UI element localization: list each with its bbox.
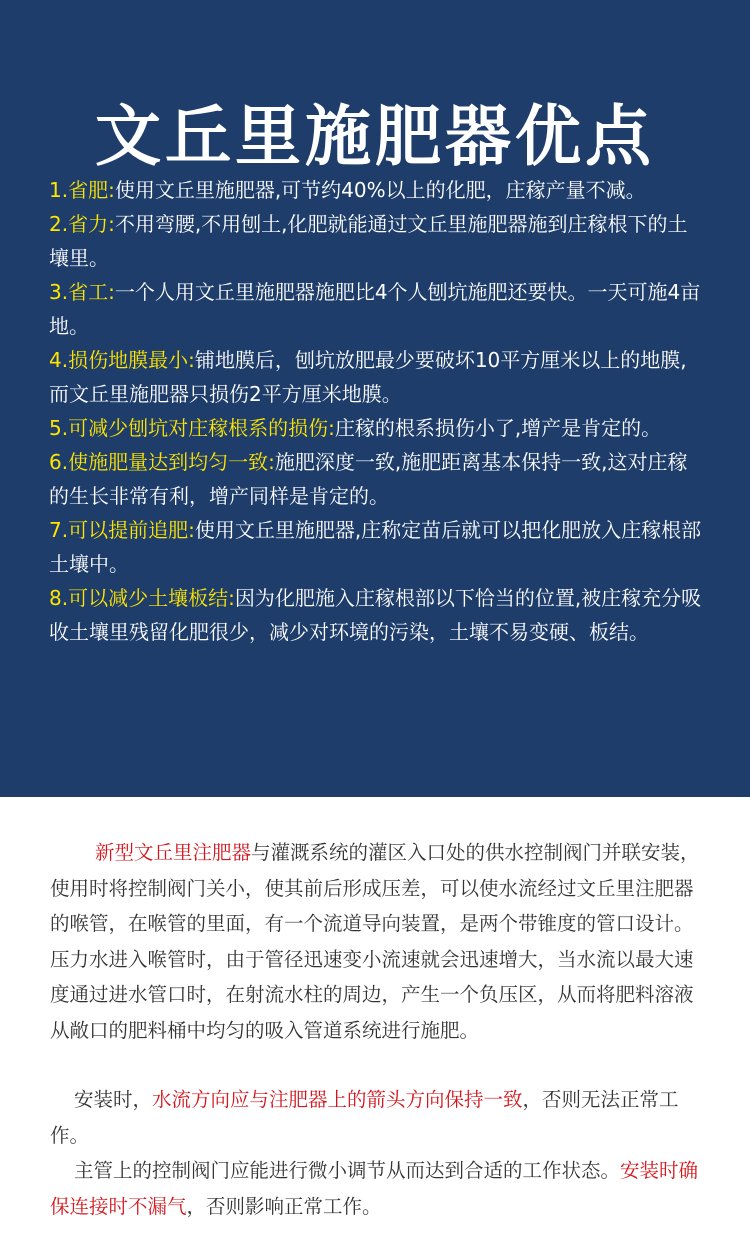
- advantage-item-3: [49, 275, 705, 343]
- description-paragraph-installation: [50, 1082, 710, 1153]
- advantage-text: 使用文丘里施肥器,庄称定苗后就可以把化肥放入庄稼根部土壤中。: [49, 518, 702, 576]
- advantage-text: 施肥深度一致,施肥距离基本保持一致,这对庄稼的生长非常有利，增产同样是肯定的。: [49, 450, 688, 508]
- advantage-label: 6.使施肥量达到均匀一致:: [49, 450, 275, 474]
- description-paragraph-valve: [50, 1153, 710, 1224]
- advantages-list: [49, 173, 705, 649]
- paragraph-text: 与灌溉系统的灌区入口处的供水控制阀门并联安装，使用时将控制阀门关小，使其前后形成压差，可以使水流经过文丘里注肥器的喉管，在喉管的里面，有一个流道导向装置，是两个带锥度的管口设计。压力水进入喉管时，由于管径迅速变小流速就会迅速增大，当水流以最大速度通过进水管口时，在射流水柱的周边，产生一个负压区，从而将肥料溶液从敞口的肥料桶中均匀的吸入管道系统进行施肥。: [50, 841, 700, 1042]
- advantage-item-7: [49, 513, 705, 581]
- advantage-item-1: [49, 173, 705, 207]
- advantage-label: 5.可减少刨坑对庄稼根系的损伤:: [49, 416, 335, 440]
- advantage-label: 2.省力:: [49, 212, 115, 236]
- paragraph-text: 主管上的控制阀门应能进行微小调节从而达到合适的工作状态。: [74, 1159, 621, 1182]
- advantage-text: 因为化肥施入庄稼根部以下恰当的位置,被庄稼充分吸收土壤里残留化肥很少，减少对环境的污染，土壤不易变硬、板结。: [49, 586, 702, 644]
- advantage-text: 使用文丘里施肥器,可节约40%以上的化肥，庄稼产量不减。: [114, 178, 646, 202]
- advantage-item-2: [49, 207, 705, 275]
- paragraph-suffix: ，否则影响正常工作。: [186, 1194, 382, 1218]
- paragraph-suffix: ，否则无法正常工作。: [50, 1088, 679, 1147]
- advantage-item-5: [49, 411, 705, 445]
- advantage-label: 8.可以减少土壤板结:: [49, 586, 235, 610]
- flow-direction-highlight: 水流方向应与注肥器上的箭头方向保持一致: [152, 1088, 523, 1111]
- paragraph-prefix: 安装时，: [74, 1088, 153, 1111]
- description-paragraph-working-principle: [50, 835, 710, 1048]
- product-name-highlight: 新型文丘里注肥器: [95, 841, 252, 864]
- advantage-item-4: [49, 343, 705, 411]
- advantage-text: 一个人用文丘里施肥器施肥比4个人刨坑施肥还要快。一天可施4亩地。: [49, 280, 701, 338]
- airtight-highlight: 安装时确保连接时不漏气: [50, 1159, 699, 1218]
- advantage-text: 铺地膜后，刨坑放肥最少要破坏10平方厘米以上的地膜,而文丘里施肥器只损伤2平方厘米地膜。: [49, 348, 687, 406]
- advantage-item-6: [49, 445, 705, 513]
- advantage-label: 1.省肥:: [49, 178, 115, 202]
- advantage-label: 3.省工:: [49, 280, 115, 304]
- advantage-text: 不用弯腰,不用刨土,化肥就能通过文丘里施肥器施到庄稼根下的土壤里。: [49, 212, 688, 270]
- advantage-item-8: [49, 581, 705, 649]
- advantage-label: 4.损伤地膜最小:: [49, 348, 195, 372]
- advantage-text: 庄稼的根系损伤小了,增产是肯定的。: [334, 416, 662, 440]
- advantage-label: 7.可以提前追肥:: [49, 518, 195, 542]
- page-title: 文丘里施肥器优点: [95, 98, 655, 176]
